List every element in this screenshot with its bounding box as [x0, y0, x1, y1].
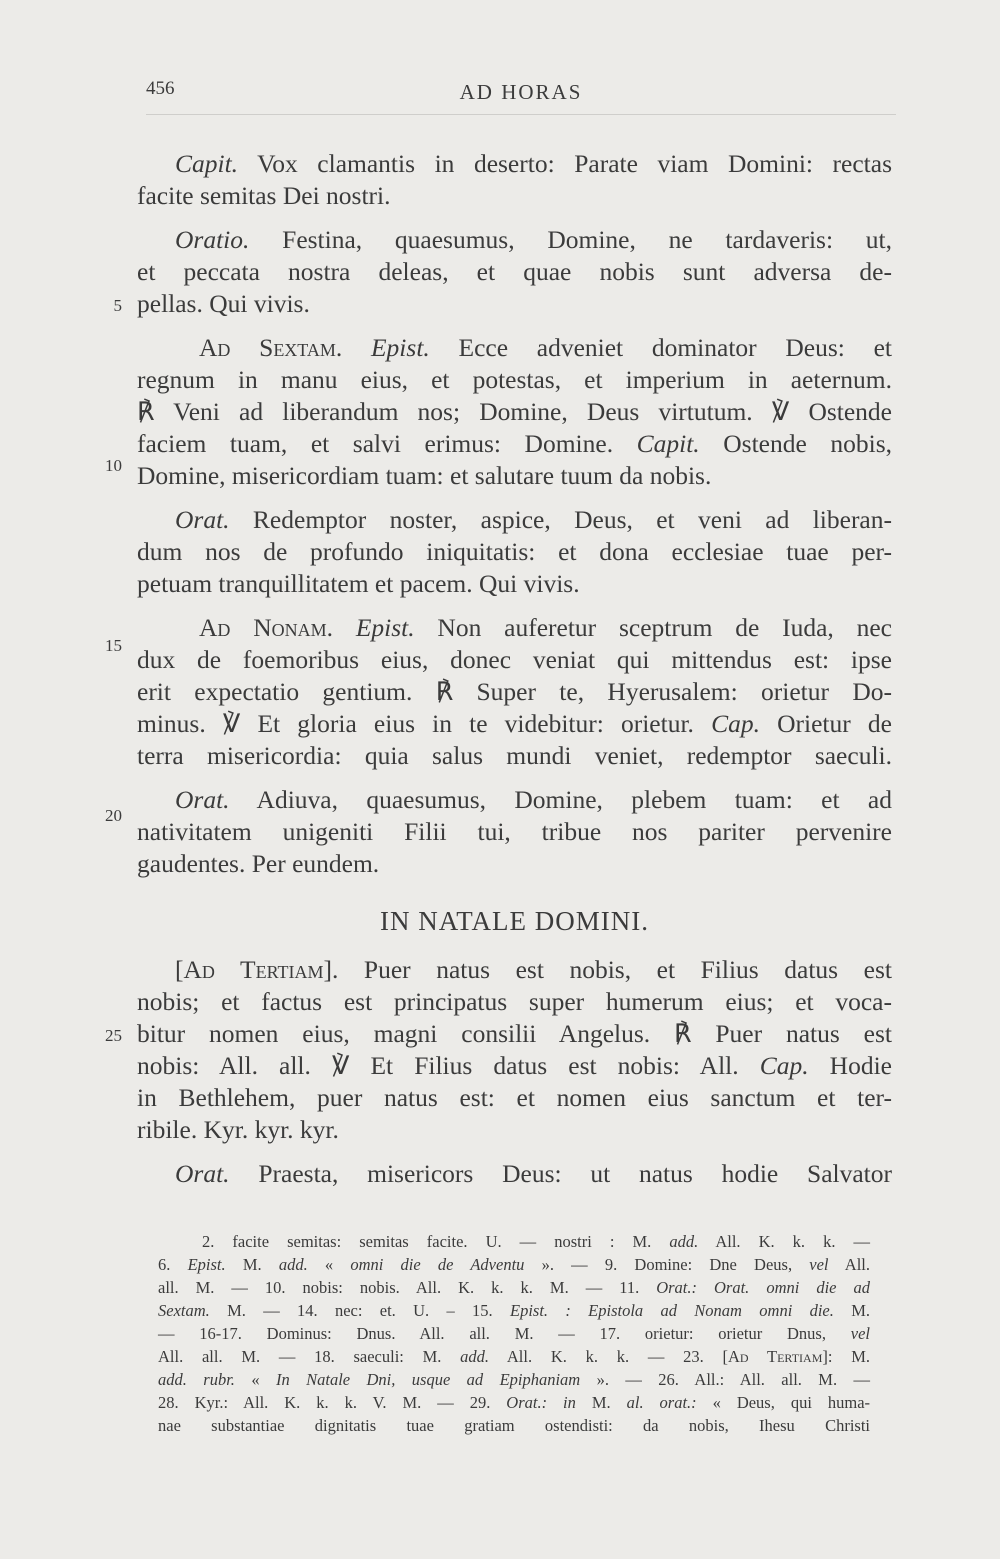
text-line: Orat. Redemptor noster, aspice, Deus, et veni ad liberan- [175, 505, 892, 534]
text-line: pellas. Qui vivis. [137, 289, 310, 318]
page-number: 456 [146, 78, 175, 99]
text-line: Ad Nonam. Epist. Non auferetur sceptrum de Iuda, nec [199, 613, 892, 642]
text-line: [Ad Tertiam]. Puer natus est nobis, et Filius datus est [175, 955, 892, 984]
running-title: AD HORAS [459, 80, 583, 104]
line-number: 5 [113, 296, 122, 315]
running-head [146, 72, 896, 112]
text-line: ℟ Veni ad liberandum nos; Domine, Deus virtutum. ℣ Ostende [137, 397, 892, 426]
footnote-line: All. all. M. — 18. saeculi: M. add. All. K. k. k. — 23. [Ad Tertiam]: M. [158, 1347, 870, 1366]
text-line: dux de foemoribus eius, donec veniat qui mittendus est: ipse [137, 645, 892, 674]
text-line: dum nos de profundo iniquitatis: et dona ecclesiae tuae per- [137, 537, 892, 566]
text-line: gaudentes. Per eundem. [137, 849, 380, 878]
main-text [137, 148, 892, 1190]
text-line: petuam tranquillitatem et pacem. Qui vivis. [137, 569, 580, 598]
line-number: 10 [105, 456, 122, 475]
footnote-line: all. M. — 10. nobis: nobis. All. K. k. k. M. — 11. Orat.: Orat. omni die ad [158, 1278, 870, 1297]
text-line: regnum in manu eius, et potestas, et imperium in aeternum. [137, 365, 892, 394]
text-line: Oratio. Festina, quaesumus, Domine, ne tardaveris: ut, [175, 225, 892, 254]
text-line: Capit. Vox clamantis in deserto: Parate viam Domini: rectas [175, 149, 892, 178]
text-line: nativitatem unigeniti Filii tui, tribue nos pariter pervenire [137, 817, 892, 846]
text-line: Orat. Adiuva, quaesumus, Domine, plebem tuam: et ad [175, 785, 892, 814]
footnote-line: 2. facite semitas: semitas facite. U. — nostri : M. add. All. K. k. k. — [202, 1232, 871, 1251]
text-line: Orat. Praesta, misericors Deus: ut natus hodie Salvator [175, 1159, 892, 1188]
line-number: 15 [105, 636, 122, 655]
text-line: nobis; et factus est principatus super humerum eius; et voca- [137, 987, 892, 1016]
footnote-line: nae substantiae dignitatis tuae gratiam ostendisti: da nobis, Ihesu Christi [158, 1416, 870, 1435]
footnotes [158, 1230, 870, 1437]
text-line: minus. ℣ Et gloria eius in te videbitur: orietur. Cap. Orietur de [137, 709, 892, 738]
text-line: bitur nomen eius, magni consilii Angelus. ℟ Puer natus est [137, 1019, 892, 1048]
line-number: 20 [105, 806, 122, 825]
text-line: ribile. Kyr. kyr. kyr. [137, 1115, 339, 1144]
text-line: erit expectatio gentium. ℟ Super te, Hyerusalem: orietur Do- [137, 677, 892, 706]
text-line: et peccata nostra deleas, et quae nobis sunt adversa de- [137, 257, 892, 286]
text-line: faciem tuam, et salvi erimus: Domine. Capit. Ostende nobis, [137, 429, 892, 458]
text-line: Ad Sextam. Epist. Ecce adveniet dominator Deus: et [199, 333, 892, 362]
footnote-line: 28. Kyr.: All. K. k. k. V. M. — 29. Orat.: in M. al. orat.: « Deus, qui huma- [158, 1393, 871, 1412]
text-line: Domine, misericordiam tuam: et salutare tuum da nobis. [137, 461, 712, 490]
header-rule [146, 114, 896, 115]
footnote-line: 6. Epist. M. add. « omni die de Adventu ». — 9. Domine: Dne Deus, vel All. [158, 1255, 871, 1274]
text-line: terra misericordia: quia salus mundi veniet, redemptor saeculi. [137, 741, 892, 770]
text-line: in Bethlehem, puer natus est: et nomen eius sanctum et ter- [137, 1083, 892, 1112]
line-number: 25 [105, 1026, 122, 1045]
footnote-line: Sextam. M. — 14. nec: et. U. – 15. Epist. : Epistola ad Nonam omni die. M. [158, 1301, 871, 1320]
text-line: nobis: All. all. ℣ Et Filius datus est nobis: All. Cap. Hodie [137, 1051, 892, 1080]
text-line: facite semitas Dei nostri. [137, 181, 391, 210]
footnote-line: — 16-17. Dominus: Dnus. All. all. M. — 17. orietur: orietur Dnus, vel [158, 1324, 870, 1343]
footnote-line: add. rubr. « In Natale Dni, usque ad Epiphaniam ». — 26. All.: All. all. M. — [158, 1370, 871, 1389]
section-heading: IN NATALE DOMINI. [379, 906, 650, 936]
